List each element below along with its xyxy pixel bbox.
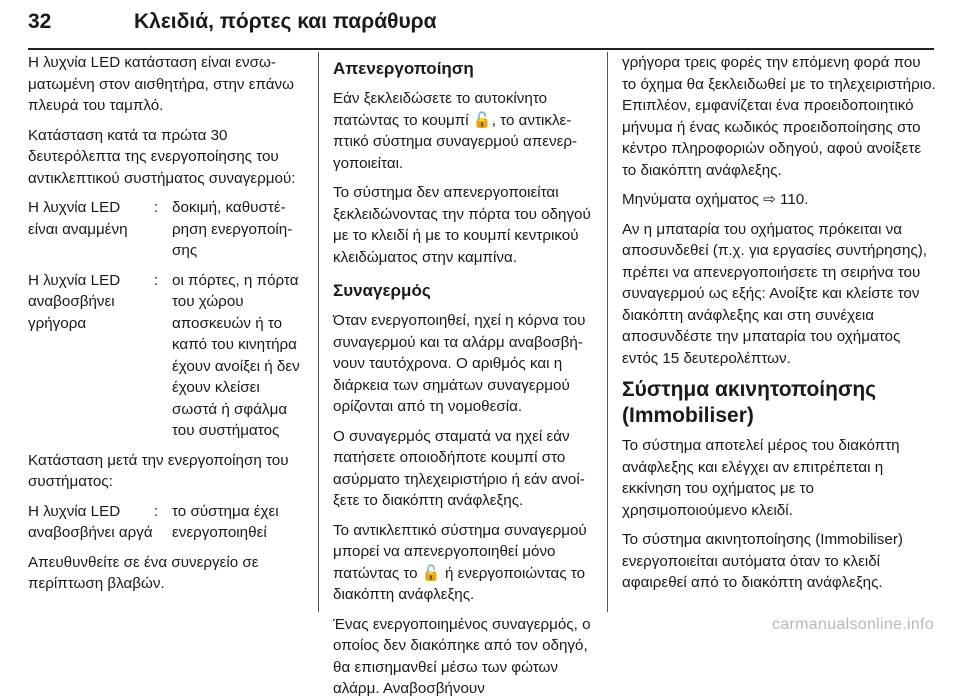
status-value: το σύστημα έχει ενεργοποιηθεί bbox=[172, 502, 279, 541]
column-1 bbox=[28, 52, 314, 612]
status-label: Η λυχνία LED αναβοσβήνει γρήγορα bbox=[28, 271, 121, 332]
vehicle-messages-reference: Μηνύματα οχήματος ⇨ 110. bbox=[622, 191, 809, 208]
status-row bbox=[28, 270, 308, 442]
status-label: Η λυχνία LED αναβοσβήνει αργά bbox=[28, 502, 153, 541]
status-first-30s-paragraph: Κατάσταση κατά τα πρώτα 30 δευτερόλεπτα της ενεργοποίησης του αντικλεπτικού συστήματος συναγερμού: bbox=[28, 126, 296, 187]
alarm-indication-paragraph: Ένας ενεργοποιημένος συναγερμός, ο οποίος δεν διακόπηκε από τον οδηγό, θα επισημανθεί μέσω των φώτων αλάρμ. Αναβοσβήνουν bbox=[333, 615, 591, 697]
alarm-paragraph: Όταν ενεργοποιηθεί, ηχεί η κόρνα του συναγερμού και τα αλάρμ αναβοσβήνουν ταυτόχρονα. Ο αριθμός και η διάρκεια των σημάτων συναγερμού ορίζονται από τη νομοθεσία. bbox=[333, 312, 586, 415]
immobiliser-heading: Σύστημα ακινητοποίησης (Immobiliser) bbox=[622, 378, 877, 427]
led-intro-paragraph: Η λυχνία LED κατάσταση είναι ενσωματωμένη στον αισθητήρα, στην επάνω πλευρά του ταμπλό. bbox=[28, 54, 294, 114]
immobiliser-paragraph: Το σύστημα αποτελεί μέρος του διακόπτη ανάφλεξης και ελέγχει αν επιτρέπεται η εκκίνηση του οχήματος με το χρησιμοποιούμενο κλειδί. bbox=[622, 437, 900, 519]
status-value: δοκιμή, καθυστέρηση ενεργοποίησης bbox=[172, 199, 293, 259]
status-row bbox=[28, 197, 308, 262]
workshop-advice-paragraph: Απευθυνθείτε σε ένα συνεργείο σε περίπτωση βλαβών. bbox=[28, 553, 259, 592]
no-deactivation-paragraph: Το σύστημα δεν απενεργοποιείται ξεκλειδώνοντας την πόρτα του οδηγού με το κλειδί ή με το κουμπί κεντρικού κλειδώματος στην καμπίνα. bbox=[333, 184, 591, 266]
alarm-indication-continued-paragraph: γρήγορα τρεις φορές την επόμενη φορά που το όχημα θα ξεκλειδωθεί με το τηλεχειριστήριο. Επιπλέον, εμφανίζεται ένα προειδοποιητικό μήνυμα ή ένας κωδικός προειδοποίησης στο κέντρο πληροφοριών οδηγού, αφού ανοίξετε το διακόπτη ανάφλεξης. bbox=[622, 54, 936, 179]
battery-disconnect-paragraph: Αν η μπαταρία του οχήματος πρόκειται να αποσυνδεθεί (π.χ. για εργασίες συντήρησης), πρέπει να απενεργοποιήσετε τη σειρήνα του συναγερμού ως εξής: Ανοίξτε και κλείστε τον διακόπτη ανάφλεξης και στη συνέχεια αποσυνδέστε την μπαταρία του οχήματος εντός 15 δευτερολέπτων. bbox=[622, 220, 927, 367]
column-2 bbox=[318, 52, 604, 697]
alarm-heading: Συναγερμός bbox=[333, 281, 431, 300]
alarm-stop-paragraph: Ο συναγερμός σταματά να ηχεί εάν πατήσετε οποιοδήποτε κουμπί στο ασύρματο τηλεχειριστήριο ή εάν ανοίξετε το διακόπτη ανάφλεξης. bbox=[333, 427, 585, 509]
watermark: carmanualsonline.info bbox=[772, 616, 934, 633]
status-row bbox=[28, 501, 308, 544]
alarm-deactivate-paragraph: Το αντικλεπτικό σύστημα συναγερμού μπορεί να απενεργοποιηθεί μόνο πατώντας το 🔓 ή ενεργοποιώντας το διακόπτη ανάφλεξης. bbox=[333, 521, 587, 603]
page-number: 32 bbox=[28, 10, 52, 33]
status-separator: : bbox=[154, 502, 159, 520]
page-title: Κλειδιά, πόρτες και παράθυρα bbox=[134, 10, 437, 33]
column-3 bbox=[607, 52, 936, 612]
deactivation-paragraph: Εάν ξεκλειδώσετε το αυτοκίνητο πατώντας το κουμπί 🔓, το αντικλεπτικό σύστημα συναγερμού απενεργοποιείται. bbox=[333, 90, 578, 172]
status-label: Η λυχνία LED είναι αναμμένη bbox=[28, 199, 128, 238]
immobiliser-activation-paragraph: Το σύστημα ακινητοποίησης (Immobiliser) ενεργοποιείται αυτόματα όταν το κλειδί αφαιρεθεί από το διακόπτη ανάφλεξης. bbox=[622, 531, 903, 591]
status-separator: : bbox=[154, 199, 159, 216]
status-value: οι πόρτες, η πόρτα του χώρου αποσκευών ή το καπό του κινητήρα έχουν ανοίξει ή δεν έχουν κλείσει σωστά ή σφάλμα του συστήματος bbox=[172, 271, 300, 439]
status-separator: : bbox=[154, 271, 159, 289]
deactivation-heading: Απενεργοποίηση bbox=[333, 59, 474, 78]
status-after-activation-paragraph: Κατάσταση μετά την ενεργοποίηση του συστήματος: bbox=[28, 451, 289, 490]
page-header bbox=[28, 6, 934, 50]
